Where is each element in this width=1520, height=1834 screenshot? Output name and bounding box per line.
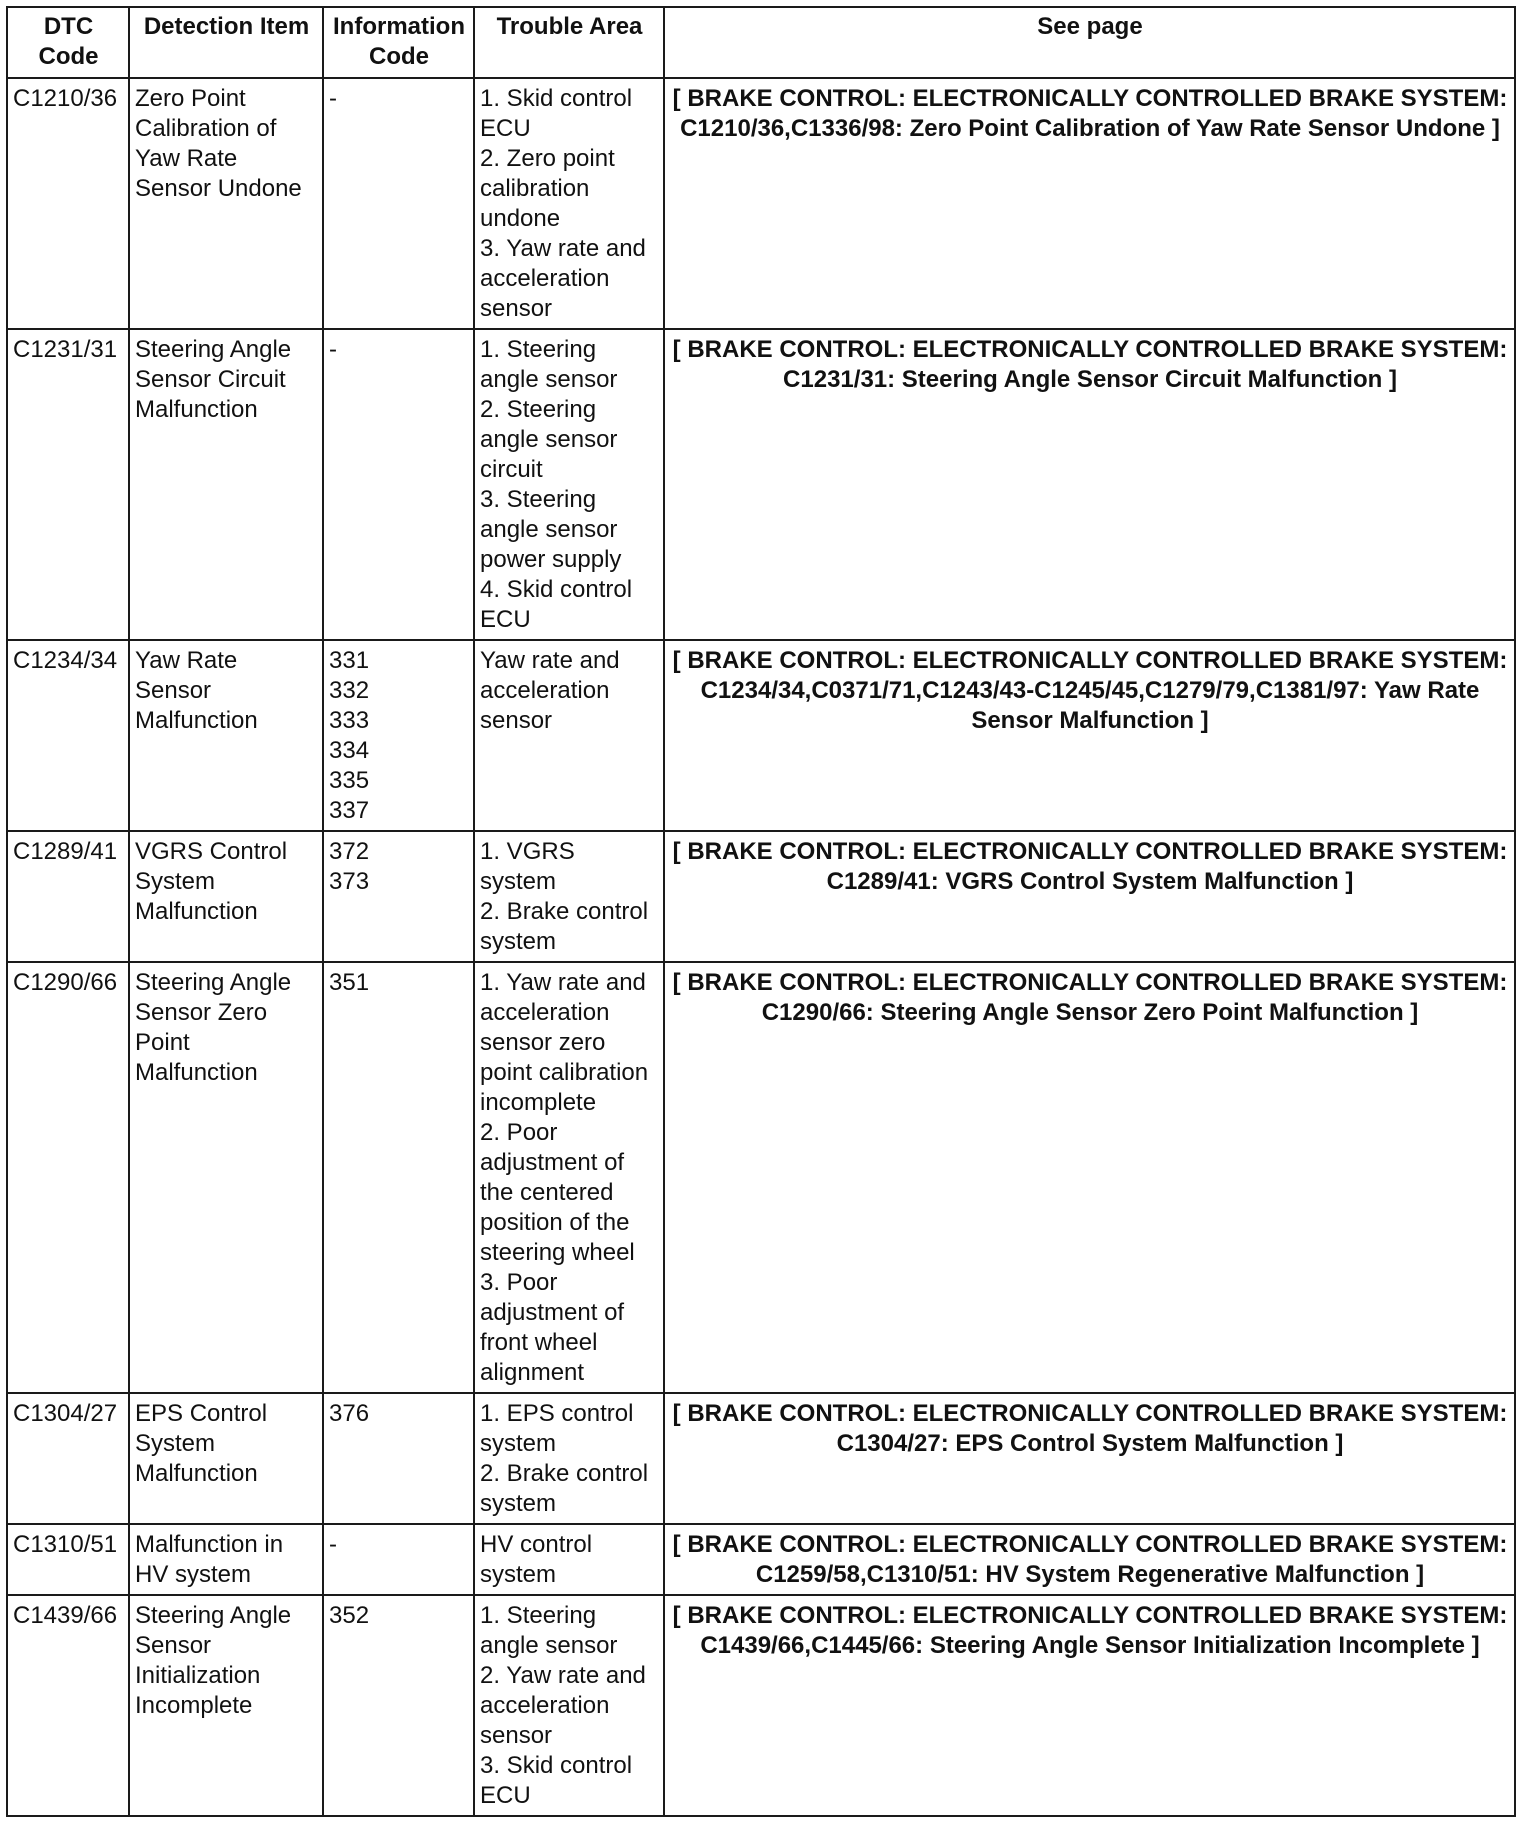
cell-trouble-area-line: angle sensor: [480, 366, 618, 393]
cell-trouble-area: [474, 1524, 664, 1595]
cell-trouble-area-line: acceleration: [480, 1692, 610, 1719]
cell-information-code: [323, 329, 474, 640]
cell-detection-item-line: Sensor: [135, 1632, 212, 1659]
cell-trouble-area-line: ECU: [480, 606, 531, 633]
cell-trouble-area-line: ECU: [480, 1782, 531, 1809]
cell-detection-item: [129, 1595, 323, 1816]
cell-detection-item: [129, 831, 323, 962]
cell-dtc-code: C1210/36: [7, 78, 129, 329]
header-trouble-area: Trouble Area: [474, 7, 664, 78]
cell-detection-item-line: Malfunction: [135, 898, 258, 925]
cell-detection-item-line: Sensor: [135, 677, 212, 704]
cell-trouble-area-line: 1. EPS control: [480, 1400, 634, 1427]
cell-trouble-area-line: acceleration: [480, 999, 610, 1026]
cell-trouble-area-line: 2. Steering: [480, 396, 597, 423]
cell-detection-item-line: Steering Angle: [135, 969, 292, 996]
cell-information-code: [323, 831, 474, 962]
cell-detection-item-line: EPS Control: [135, 1400, 268, 1427]
cell-trouble-area-line: adjustment of: [480, 1299, 625, 1326]
cell-information-code: [323, 1595, 474, 1816]
cell-trouble-area-line: circuit: [480, 456, 543, 483]
cell-detection-item-line: Malfunction: [135, 1460, 258, 1487]
cell-detection-item-line: Point: [135, 1029, 190, 1056]
dtc-table: [6, 6, 1516, 1817]
cell-trouble-area-line: Yaw rate and: [480, 647, 620, 674]
cell-detection-item-line: Calibration of: [135, 115, 277, 142]
cell-trouble-area-line: 2. Brake control: [480, 1460, 649, 1487]
cell-detection-item-line: System: [135, 1430, 216, 1457]
table-row: [7, 640, 1515, 831]
cell-trouble-area-line: angle sensor: [480, 516, 618, 543]
cell-detection-item-line: Steering Angle: [135, 336, 292, 363]
cell-see-page-link[interactable]: [ BRAKE CONTROL: ELECTRONICALLY CONTROLLED BRAKE SYSTEM: C1304/27: EPS Control System Malfunction ]: [664, 1393, 1515, 1524]
table-row: [7, 831, 1515, 962]
cell-detection-item: [129, 962, 323, 1393]
cell-see-page-link[interactable]: [ BRAKE CONTROL: ELECTRONICALLY CONTROLLED BRAKE SYSTEM: C1210/36,C1336/98: Zero Point Calibration of Yaw Rate Sensor Undone ]: [664, 78, 1515, 329]
cell-detection-item-line: Yaw Rate: [135, 647, 238, 674]
table-body: [7, 78, 1515, 1816]
cell-trouble-area-line: 2. Brake control: [480, 898, 649, 925]
cell-information-code-line: 334: [329, 737, 370, 764]
cell-dtc-code: C1289/41: [7, 831, 129, 962]
cell-trouble-area-line: angle sensor: [480, 1632, 618, 1659]
cell-trouble-area-line: 4. Skid control: [480, 576, 633, 603]
cell-trouble-area-line: 2. Zero point: [480, 145, 615, 172]
cell-detection-item: [129, 1524, 323, 1595]
cell-trouble-area-line: alignment: [480, 1359, 585, 1386]
cell-trouble-area-line: undone: [480, 205, 561, 232]
cell-information-code-line: 352: [329, 1602, 370, 1629]
cell-trouble-area-line: incomplete: [480, 1089, 597, 1116]
cell-dtc-code: C1234/34: [7, 640, 129, 831]
cell-information-code-line: 372: [329, 838, 370, 865]
table-row: [7, 1524, 1515, 1595]
cell-trouble-area-line: acceleration: [480, 677, 610, 704]
cell-detection-item-line: Zero Point: [135, 85, 246, 112]
cell-information-code: [323, 640, 474, 831]
cell-trouble-area: [474, 640, 664, 831]
cell-trouble-area-line: 1. Yaw rate and: [480, 969, 646, 996]
cell-information-code: [323, 962, 474, 1393]
cell-information-code-line: 333: [329, 707, 370, 734]
header-detection-item: Detection Item: [129, 7, 323, 78]
cell-detection-item: [129, 640, 323, 831]
cell-trouble-area-line: system: [480, 1561, 557, 1588]
table-row: [7, 1393, 1515, 1524]
cell-detection-item-line: Sensor Circuit: [135, 366, 286, 393]
cell-information-code-line: 337: [329, 797, 370, 824]
cell-detection-item-line: Yaw Rate: [135, 145, 238, 172]
cell-see-page-link[interactable]: [ BRAKE CONTROL: ELECTRONICALLY CONTROLLED BRAKE SYSTEM: C1289/41: VGRS Control System Malfunction ]: [664, 831, 1515, 962]
cell-information-code-line: 335: [329, 767, 370, 794]
cell-detection-item-line: HV system: [135, 1561, 252, 1588]
cell-detection-item-line: Malfunction: [135, 707, 258, 734]
cell-trouble-area-line: 3. Skid control: [480, 1752, 633, 1779]
cell-detection-item-line: Malfunction: [135, 396, 258, 423]
cell-detection-item-line: VGRS Control: [135, 838, 288, 865]
cell-trouble-area-line: 2. Poor: [480, 1119, 558, 1146]
cell-detection-item: [129, 329, 323, 640]
cell-see-page-link[interactable]: [ BRAKE CONTROL: ELECTRONICALLY CONTROLLED BRAKE SYSTEM: C1231/31: Steering Angle Sensor Circuit Malfunction ]: [664, 329, 1515, 640]
cell-dtc-code: C1231/31: [7, 329, 129, 640]
cell-trouble-area-line: system: [480, 928, 557, 955]
cell-detection-item-line: Malfunction in: [135, 1531, 284, 1558]
cell-trouble-area-line: sensor zero: [480, 1029, 606, 1056]
cell-detection-item-line: System: [135, 868, 216, 895]
cell-detection-item: [129, 1393, 323, 1524]
cell-information-code-line: 373: [329, 868, 370, 895]
cell-trouble-area-line: 3. Yaw rate and: [480, 235, 646, 262]
cell-information-code-line: -: [329, 1531, 337, 1558]
cell-information-code: [323, 78, 474, 329]
cell-trouble-area-line: 1. Steering: [480, 1602, 597, 1629]
cell-information-code-line: 351: [329, 969, 370, 996]
cell-trouble-area-line: power supply: [480, 546, 622, 573]
cell-trouble-area: [474, 1393, 664, 1524]
cell-trouble-area-line: sensor: [480, 295, 553, 322]
table-row: [7, 78, 1515, 329]
cell-detection-item-line: Initialization: [135, 1662, 261, 1689]
cell-trouble-area-line: sensor: [480, 1722, 553, 1749]
cell-trouble-area-line: adjustment of: [480, 1149, 625, 1176]
cell-dtc-code: C1304/27: [7, 1393, 129, 1524]
cell-trouble-area-line: HV control: [480, 1531, 593, 1558]
header-see-page: See page: [664, 7, 1515, 78]
cell-dtc-code: C1290/66: [7, 962, 129, 1393]
cell-see-page-link[interactable]: [ BRAKE CONTROL: ELECTRONICALLY CONTROLLED BRAKE SYSTEM: C1439/66,C1445/66: Steering Angle Sensor Initialization Incomplete ]: [664, 1595, 1515, 1816]
cell-information-code: [323, 1393, 474, 1524]
table-row: [7, 962, 1515, 1393]
cell-see-page-link[interactable]: [ BRAKE CONTROL: ELECTRONICALLY CONTROLLED BRAKE SYSTEM: C1234/34,C0371/71,C1243/43-C1245/45,C1279/79,C1381/97: Yaw Rate Sensor Malfunction ]: [664, 640, 1515, 831]
cell-trouble-area-line: system: [480, 1430, 557, 1457]
cell-information-code-line: 332: [329, 677, 370, 704]
cell-trouble-area: [474, 78, 664, 329]
cell-trouble-area-line: steering wheel: [480, 1239, 635, 1266]
cell-trouble-area: [474, 329, 664, 640]
cell-trouble-area-line: sensor: [480, 707, 553, 734]
cell-trouble-area-line: position of the: [480, 1209, 630, 1236]
cell-trouble-area-line: ECU: [480, 115, 531, 142]
cell-trouble-area-line: 3. Steering: [480, 486, 597, 513]
cell-trouble-area-line: front wheel: [480, 1329, 598, 1356]
cell-detection-item-line: Sensor Undone: [135, 175, 302, 202]
cell-trouble-area-line: the centered: [480, 1179, 614, 1206]
cell-trouble-area-line: angle sensor: [480, 426, 618, 453]
cell-trouble-area-line: 2. Yaw rate and: [480, 1662, 646, 1689]
cell-dtc-code: C1439/66: [7, 1595, 129, 1816]
cell-trouble-area-line: acceleration: [480, 265, 610, 292]
cell-detection-item-line: Sensor Zero: [135, 999, 268, 1026]
cell-information-code-line: -: [329, 85, 337, 112]
cell-dtc-code: C1310/51: [7, 1524, 129, 1595]
cell-detection-item: [129, 78, 323, 329]
cell-detection-item-line: Malfunction: [135, 1059, 258, 1086]
cell-trouble-area-line: system: [480, 868, 557, 895]
cell-information-code-line: 376: [329, 1400, 370, 1427]
cell-trouble-area-line: 3. Poor: [480, 1269, 558, 1296]
cell-see-page-link[interactable]: [ BRAKE CONTROL: ELECTRONICALLY CONTROLLED BRAKE SYSTEM: C1290/66: Steering Angle Sensor Zero Point Malfunction ]: [664, 962, 1515, 1393]
cell-information-code: [323, 1524, 474, 1595]
table-row: [7, 329, 1515, 640]
cell-trouble-area-line: 1. Steering: [480, 336, 597, 363]
cell-information-code-line: -: [329, 336, 337, 363]
cell-trouble-area-line: system: [480, 1490, 557, 1517]
cell-see-page-link[interactable]: [ BRAKE CONTROL: ELECTRONICALLY CONTROLLED BRAKE SYSTEM: C1259/58,C1310/51: HV System Regenerative Malfunction ]: [664, 1524, 1515, 1595]
cell-detection-item-line: Incomplete: [135, 1692, 253, 1719]
cell-trouble-area: [474, 831, 664, 962]
cell-detection-item-line: Steering Angle: [135, 1602, 292, 1629]
cell-information-code-line: 331: [329, 647, 370, 674]
table-row: [7, 1595, 1515, 1816]
cell-trouble-area-line: 1. VGRS: [480, 838, 575, 865]
cell-trouble-area-line: point calibration: [480, 1059, 649, 1086]
cell-trouble-area-line: calibration: [480, 175, 590, 202]
cell-trouble-area: [474, 1595, 664, 1816]
cell-trouble-area-line: 1. Skid control: [480, 85, 633, 112]
header-row: [7, 7, 1515, 78]
header-information-code: Information Code: [323, 7, 474, 78]
cell-trouble-area: [474, 962, 664, 1393]
header-dtc-code: DTC Code: [7, 7, 129, 78]
